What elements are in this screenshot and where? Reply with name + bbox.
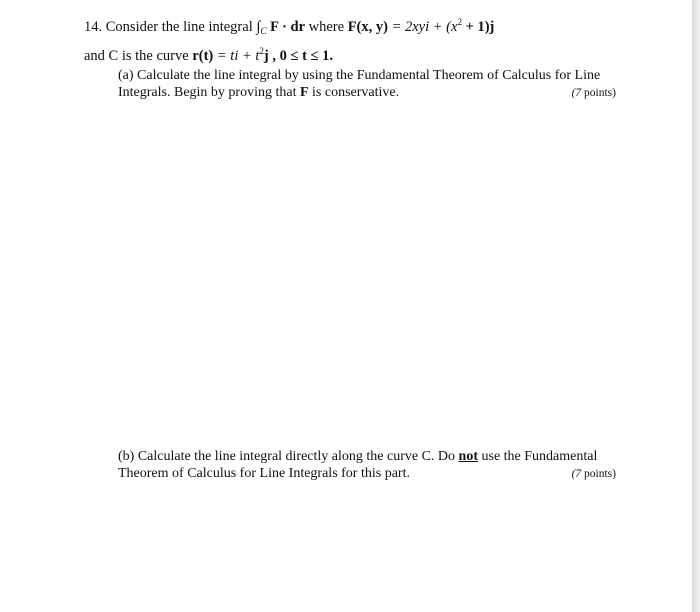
part-a-line-2-post: is conservative. <box>312 85 400 100</box>
part-a-points-num: (7 <box>571 87 582 99</box>
question-number: 14. <box>84 19 103 35</box>
page-edge-shadow <box>692 0 700 612</box>
question-line-1 <box>84 12 644 41</box>
field-expression: = 2xyi + (x <box>391 19 458 35</box>
curve-tail: j , 0 ≤ t ≤ 1. <box>263 48 333 64</box>
part-b-points <box>572 466 616 483</box>
curve-lhs: r(t) <box>192 48 214 64</box>
part-a <box>118 67 616 101</box>
part-a-line-1: (a) Calculate the line integral by using the Fundamental Theorem of Calculus for Line <box>118 68 601 83</box>
part-b <box>118 448 616 482</box>
part-a-line-2-pre: Integrals. Begin by proving that <box>118 85 297 100</box>
field-tail: + 1)j <box>465 19 495 35</box>
part-b-line-1-post: use the Fundamental <box>481 449 598 464</box>
curve-expression: = ti + t <box>216 48 260 64</box>
part-b-not-emphasis: not <box>458 449 478 464</box>
integrand: F · dr <box>270 19 306 35</box>
field-lhs: F(x, y) <box>347 19 388 35</box>
integral-symbol: ∫ <box>256 19 261 35</box>
part-a-line-2 <box>118 84 616 101</box>
question-intro: Consider the line integral <box>105 19 253 35</box>
part-b-points-num: (7 <box>571 468 582 480</box>
part-a-vector-f: F <box>299 85 309 100</box>
field-exponent: 2 <box>457 17 462 27</box>
part-b-line-2 <box>118 465 616 482</box>
integral-subscript: C <box>260 26 267 36</box>
where-text: where <box>308 19 345 35</box>
part-b-line-1-pre: (b) Calculate the line integral directly along the curve C. Do <box>118 449 456 464</box>
part-b-line-1 <box>118 448 616 465</box>
question-14-statement <box>84 12 644 66</box>
part-a-points <box>572 85 616 102</box>
curve-intro: and C is the curve <box>84 48 189 64</box>
part-b-line-2-text: Theorem of Calculus for Line Integrals for this part. <box>118 466 410 481</box>
part-b-points-unit: points) <box>584 468 616 480</box>
part-a-points-unit: points) <box>584 87 616 99</box>
curve-exponent: 2 <box>259 46 264 56</box>
question-line-2 <box>84 41 644 66</box>
